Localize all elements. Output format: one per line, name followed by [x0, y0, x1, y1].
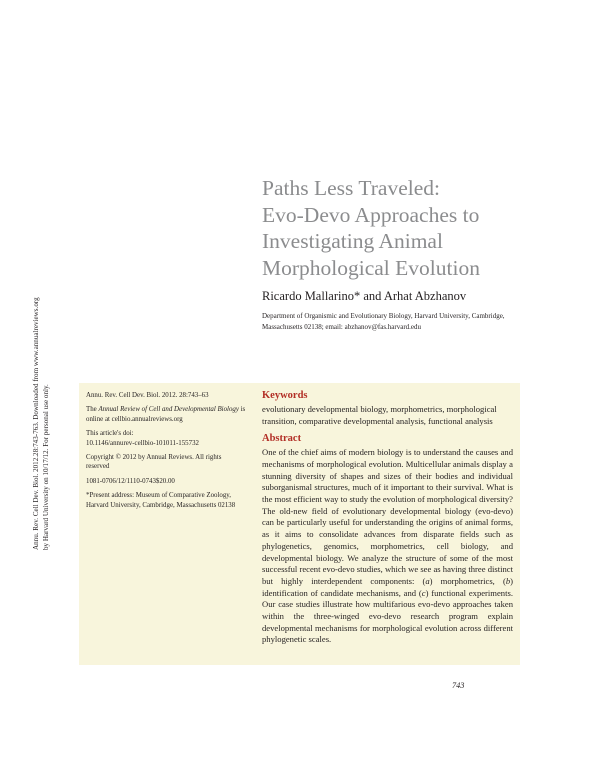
abstract-text: [262, 447, 513, 646]
abstract-heading: Abstract: [262, 433, 302, 445]
journal-name: Annual Review of Cell and Developmental Biology: [98, 406, 239, 414]
abstract-segment: One of the chief aims of modern biology is to understand the causes and mechanisms of morphological evolution. Multicellular animals display a stunning diversity of shapes and sizes of their bodies and individual suborganismal structures, much of it important to their survival. What is the most efficient way to study the evolution of morphological diversity? The old-new field of evolutionary developmental biology (evo-devo) can be particularly useful for understanding the origins of animal forms, as it aims to consolidate advances from disparate fields such as phylogenetics, genomics, morphometrics, cell biology, and developmental biology. We analyze the structure of some of the most successful recent evo-devo studies, which we see as having three distinct but highly interdependent components: (: [262, 447, 513, 586]
list-marker: c: [421, 587, 426, 598]
title-line: Evo-Devo Approaches to: [262, 202, 480, 227]
present-address: *Present address: Museum of Comparative Zoology, Harvard University, Cambridge, Massachusetts 02138: [86, 492, 236, 509]
journal-citation: Annu. Rev. Cell Dev. Biol. 2012. 28:743–63: [86, 392, 209, 399]
download-notice-line-1: Annu. Rev. Cell Dev. Biol. 2012.28:743-763. Downloaded from www.annualreviews.org: [32, 297, 40, 550]
list-marker: a: [425, 575, 430, 586]
title-line: Investigating Animal: [262, 229, 443, 253]
author-list: Ricardo Mallarino* and Arhat Abzhanov: [262, 289, 467, 303]
article-title: [262, 175, 582, 281]
doi-value[interactable]: 10.1146/annurev-cellbio-101011-155732: [86, 439, 199, 447]
download-notice: [31, 250, 53, 550]
abstract-segment: ) functional experiments. Our case studies illustrate how multifarious evo-devo approaches taken within the three-winged evo-devo research program explain developmental mechanisms for morphological evolution across different phylogenetic scales.: [262, 587, 513, 645]
page-number: 743: [452, 681, 465, 690]
doi-block: [86, 429, 246, 448]
citation-column: [86, 391, 246, 515]
online-availability: [86, 405, 246, 424]
title-line: Paths Less Traveled:: [262, 176, 440, 200]
title-line: Morphological Evolution: [262, 255, 480, 280]
issn: 1081-0706/12/1110-0743$20.00: [86, 477, 175, 485]
keywords-abstract-column: [262, 390, 513, 646]
copyright-notice: Copyright © 2012 by Annual Reviews. All rights reserved: [86, 454, 222, 471]
abstract-segment: ) morphometrics, (: [429, 575, 506, 586]
doi-label: This article's doi:: [86, 430, 134, 438]
keywords-heading: Keywords: [262, 390, 308, 401]
keywords-text: evolutionary developmental biology, morphometrics, morphological transition, comparative developmental analysis, functional analysis: [262, 404, 497, 426]
online-suffix: is online at cellbio.annualreviews.org: [86, 406, 246, 423]
abstract-segment: ) identification of candidate mechanisms, and (: [262, 575, 513, 598]
online-prefix: The: [86, 406, 99, 414]
download-notice-line-2: by Harvard University on 10/17/12. For personal use only.: [42, 384, 50, 550]
list-marker: b: [505, 575, 511, 586]
affiliation: Department of Organismic and Evolutionary Biology, Harvard University, Cambridge, Massachusetts 02138; email: abzhanov@fas.harvard.edu: [262, 312, 505, 331]
